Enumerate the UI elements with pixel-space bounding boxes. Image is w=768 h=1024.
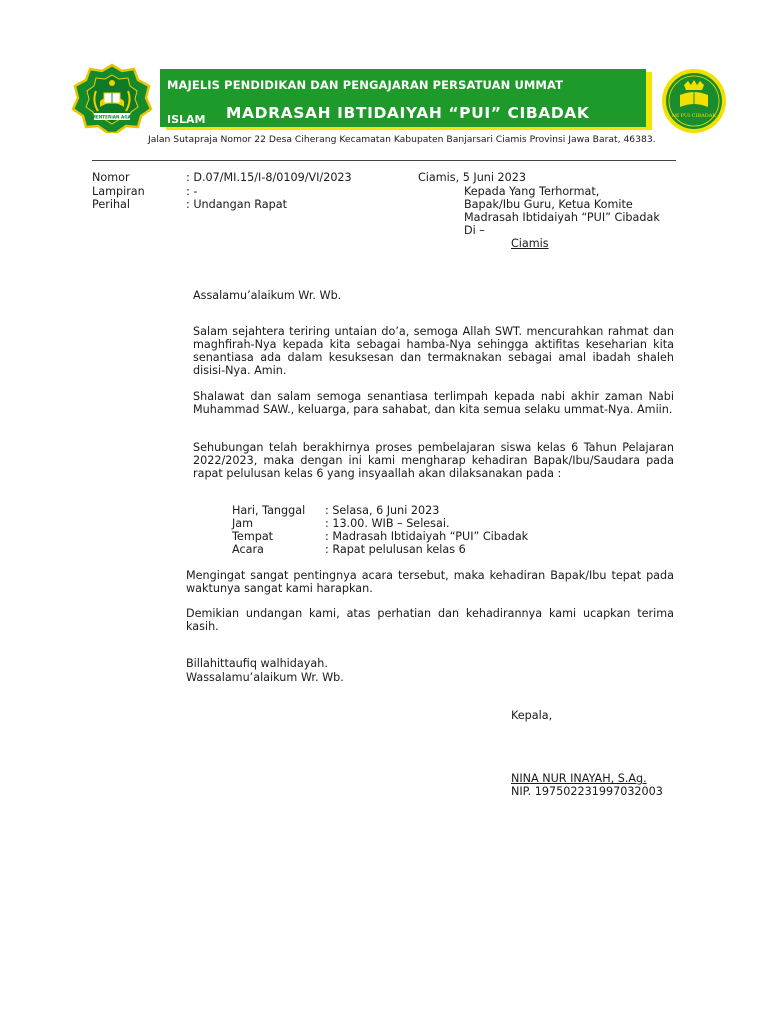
signature-nip: NIP. 197502231997032003 bbox=[511, 785, 663, 798]
nomor-value: : D.07/MI.15/I-8/0109/VI/2023 bbox=[186, 171, 352, 184]
closing-line-2: Wassalamu’alaikum Wr. Wb. bbox=[186, 671, 344, 684]
closing-line-1: Billahittaufiq walhidayah. bbox=[186, 657, 328, 670]
paragraph-5: Demikian undangan kami, atas perhatian dan kehadirannya kami ucapkan terima kasih. bbox=[186, 607, 674, 633]
recipient-line-1: Kepada Yang Terhormat, bbox=[464, 185, 600, 198]
paragraph-2: Shalawat dan salam semoga senantiasa terlimpah kepada nabi akhir zaman Nabi Muhammad SAW., keluarga, para sahabat, dan kita semua selaku ummat-Nya. Amiin. bbox=[193, 390, 674, 416]
schedule-value-time: : 13.00. WIB – Selesai. bbox=[325, 517, 450, 530]
place-date: Ciamis, 5 Juni 2023 bbox=[418, 171, 527, 184]
schedule-label-time: Jam bbox=[232, 517, 254, 530]
schedule-label-date: Hari, Tanggal bbox=[232, 504, 306, 517]
header-banner bbox=[160, 69, 646, 127]
perihal-label: Perihal bbox=[92, 198, 130, 211]
paragraph-3: Sehubungan telah berakhirnya proses pembelajaran siswa kelas 6 Tahun Pelajaran 2022/2023, maka dengan ini kami mengharap kehadiran Bapak/Ibu/Saudara pada rapat pelulusan kelas 6 yang insyaallah akan dilaksanakan pada : bbox=[193, 441, 674, 480]
lampiran-label: Lampiran bbox=[92, 185, 145, 198]
pui-logo bbox=[660, 67, 728, 135]
paragraph-4: Mengingat sangat pentingnya acara tersebut, maka kehadiran Bapak/Ibu tepat pada waktunya sangat kami harapkan. bbox=[186, 569, 674, 595]
schedule-label-event: Acara bbox=[232, 543, 264, 556]
paragraph-1: Salam sejahtera teriring untaian do’a, semoga Allah SWT. mencurahkan rahmat dan maghfirah-Nya kepada kita sebagai hamba-Nya sehingga aktifitas keseharian kita senantiasa ada dalam kesuksesan dan termaknakan sebagai amal ibadah shaleh disisi-Nya. Amin. bbox=[193, 325, 674, 377]
school-name: MADRASAH IBTIDAIYAH “PUI” CIBADAK bbox=[226, 104, 590, 122]
signature-name: NINA NUR INAYAH, S.Ag. bbox=[511, 772, 647, 785]
header-divider bbox=[92, 160, 676, 161]
schedule-value-place: : Madrasah Ibtidaiyah “PUI” Cibadak bbox=[325, 530, 529, 543]
org-name-line2: ISLAM bbox=[167, 113, 206, 126]
greeting: Assalamu’alaikum Wr. Wb. bbox=[193, 289, 342, 302]
recipient-line-2: Bapak/Ibu Guru, Ketua Komite bbox=[464, 198, 633, 211]
logo-right-text: MI PUI CIBADAK bbox=[671, 113, 717, 119]
perihal-value: : Undangan Rapat bbox=[186, 198, 287, 211]
logo-left-text: KEMENTERIAN AGAMA bbox=[85, 114, 139, 120]
recipient-line-4: Di – bbox=[464, 224, 485, 237]
kemenag-logo bbox=[70, 63, 154, 133]
schedule-label-place: Tempat bbox=[232, 530, 274, 543]
recipient-city: Ciamis bbox=[511, 237, 549, 250]
school-address: Jalan Sutapraja Nomor 22 Desa Ciherang Kecamatan Kabupaten Banjarsari Ciamis Provinsi Jawa Barat, 46383. bbox=[148, 134, 656, 145]
recipient-line-3: Madrasah Ibtidaiyah “PUI” Cibadak bbox=[464, 211, 660, 224]
schedule-value-date: : Selasa, 6 Juni 2023 bbox=[325, 504, 440, 517]
lampiran-value: : - bbox=[186, 185, 198, 198]
schedule-value-event: : Rapat pelulusan kelas 6 bbox=[325, 543, 466, 556]
org-name: MAJELIS PENDIDIKAN DAN PENGAJARAN PERSATUAN UMMAT bbox=[167, 78, 564, 92]
signature-title: Kepala, bbox=[511, 709, 553, 722]
nomor-label: Nomor bbox=[92, 171, 130, 184]
